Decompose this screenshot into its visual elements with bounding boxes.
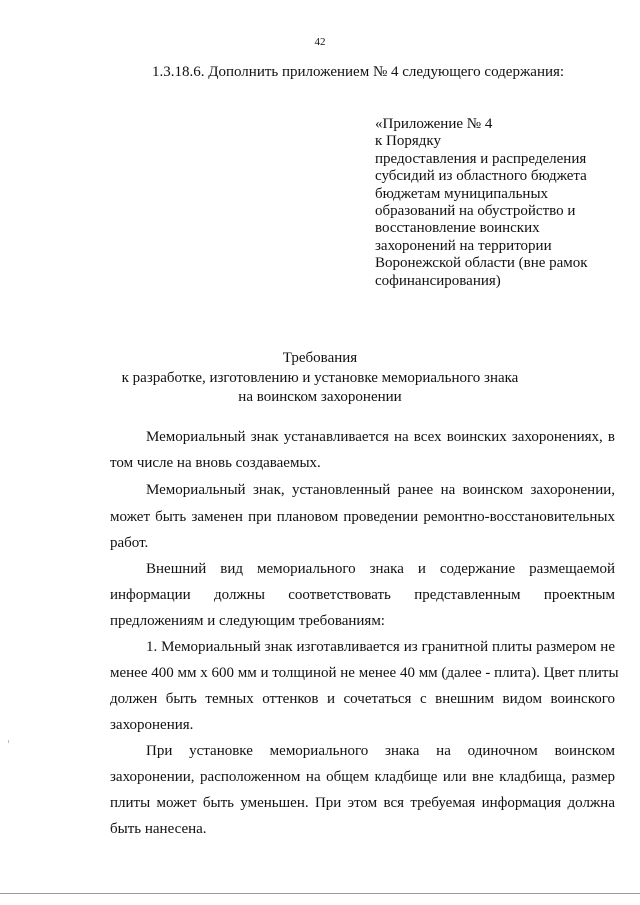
appendix-line: восстановление воинских bbox=[375, 220, 540, 237]
title-line: на воинском захоронении bbox=[238, 389, 402, 405]
page-bottom-rule bbox=[0, 893, 640, 894]
body-line: При установке мемориального знака на одиночном воинском bbox=[146, 743, 615, 759]
body-line: захоронения. bbox=[110, 717, 194, 733]
appendix-line: «Приложение № 4 bbox=[375, 116, 493, 132]
body-line: должен быть темных оттенков и сочетаться с внешним видом воинского bbox=[110, 691, 615, 707]
title-line: к разработке, изготовлению и установке мемориального знака bbox=[121, 369, 519, 386]
body-line: может быть заменен при плановом проведении ремонтно-восстановительных bbox=[110, 509, 615, 525]
requirements-title bbox=[0, 349, 640, 408]
body-line: захоронении, расположенном на общем кладбище или вне кладбища, размер bbox=[110, 769, 615, 785]
body-line: информации должны соответствовать представленным проектным bbox=[110, 587, 615, 603]
appendix-line: субсидий из областного бюджета bbox=[375, 168, 587, 185]
appendix-line: софинансирования) bbox=[375, 272, 501, 289]
appendix-line: образований на обустройство и bbox=[375, 203, 576, 220]
appendix-line: к Порядку bbox=[375, 133, 441, 150]
body-line: Мемориальный знак устанавливается на всех воинских захоронениях, в bbox=[146, 429, 615, 445]
body-line: предложениям и следующим требованиям: bbox=[110, 613, 385, 629]
amendment-paragraph: 1.3.18.6. Дополнить приложением № 4 следующего содержания: bbox=[152, 64, 565, 80]
body-line: том числе на вновь создаваемых. bbox=[110, 455, 321, 471]
body-line: Внешний вид мемориального знака и содержание размещаемой bbox=[146, 561, 615, 577]
appendix-line: Воронежской области (вне рамок bbox=[375, 255, 588, 272]
scan-artifact bbox=[8, 740, 9, 743]
body-line: работ. bbox=[110, 535, 149, 551]
body-line: плиты может быть уменьшен. При этом вся требуемая информация должна bbox=[110, 795, 615, 811]
body-line: Мемориальный знак, установленный ранее на воинском захоронении, bbox=[146, 482, 615, 498]
body-line: менее 400 мм х 600 мм и толщиной не менее 40 мм (далее - плита). Цвет плиты bbox=[110, 665, 619, 681]
page-number: 42 bbox=[314, 36, 326, 48]
appendix-line: захоронений на территории bbox=[375, 237, 552, 254]
appendix-line: бюджетам муниципальных bbox=[375, 185, 549, 202]
title-line: Требования bbox=[282, 350, 358, 366]
body-line: 1. Мемориальный знак изготавливается из гранитной плиты размером не bbox=[146, 639, 615, 655]
appendix-line: предоставления и распределения bbox=[375, 150, 587, 167]
body-line: быть нанесена. bbox=[110, 821, 207, 837]
appendix-header-block bbox=[375, 116, 625, 290]
